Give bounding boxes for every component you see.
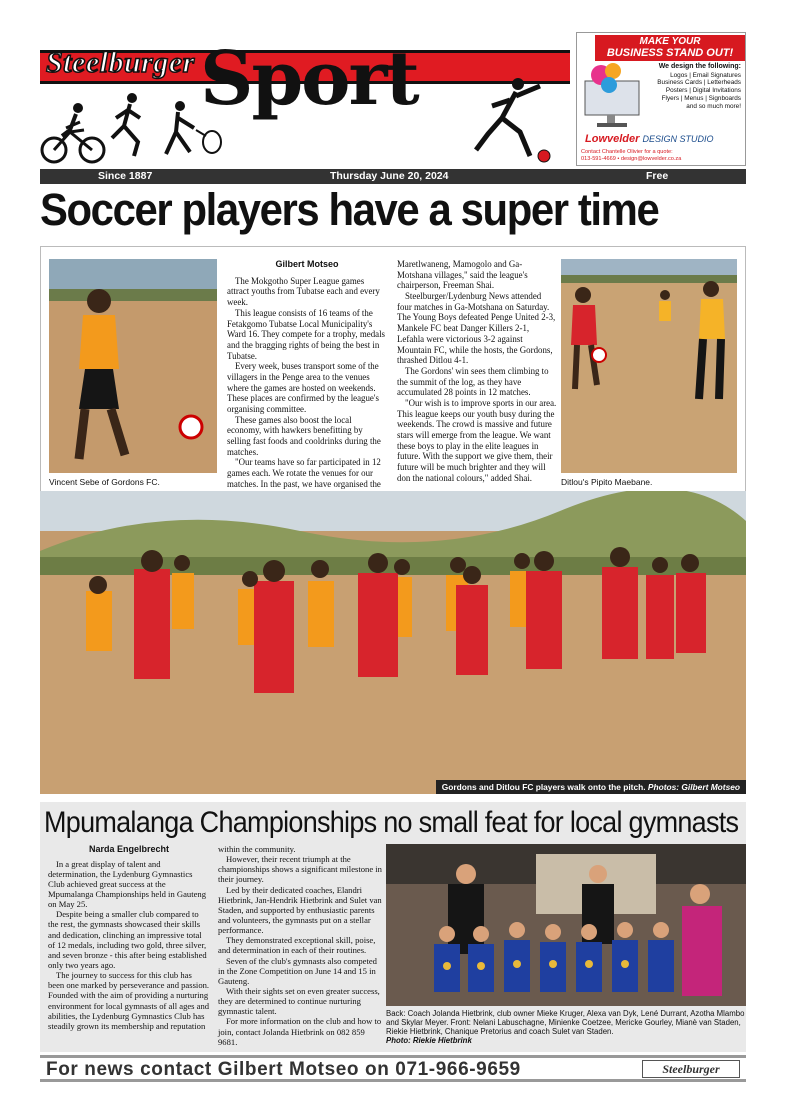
ad-list-line: Business Cards | Letterheads xyxy=(657,79,741,87)
paragraph: For more information on the club and how to join, contact Jolanda Hietbrink on 082 859 9681. xyxy=(218,1016,382,1047)
paragraph: "Our teams have so far participated in 12 games each. We rotate the venues for our matches. In the past, we have organised the xyxy=(227,457,381,489)
photo-team-walkout xyxy=(40,491,746,794)
ad-headline-line1: MAKE YOUR xyxy=(639,36,701,47)
ad-list-line: Posters | Digital Invitations xyxy=(665,87,741,95)
paragraph: With their sights set on even greater success, they are determined to continue nurturing gymnastic talent. xyxy=(218,985,380,1017)
byline: Narda Engelbrecht xyxy=(88,844,170,854)
photo-players-walk-onto-pitch xyxy=(40,491,746,794)
soccer-article xyxy=(40,246,746,492)
paragraph: Steelburger/Lydenburg News attended four matches in Ga-Motshana on Saturday. The Young Boys defeated Penge United 2-3, Mankele FC beat Danger Killers 2-1, Lefahla were victorious 3-2 against Mountain FC, while the hosts, the Gordons, thrashed Ditlou 4-1. xyxy=(397,291,556,366)
photo-credit: Photo: Riekie Hietbrink xyxy=(386,1036,472,1046)
ad-contact xyxy=(581,149,741,162)
paragraph: They demonstrated exceptional skill, poise, and determination in each of their routines. xyxy=(218,935,376,956)
article-headline: Soccer players have a super time xyxy=(40,184,659,235)
ad-brand-suffix: DESIGN STUDIO xyxy=(642,134,714,144)
section-title: Sport xyxy=(200,36,418,122)
paragraph: The journey to success for this club has been one marked by perseverance and passion. Founded with the aim of providing a nurturing environment for local gymnasts of all ages and abilities, the Lydenburg Gymnastics Club has steadily grown its membership and reputation xyxy=(48,970,210,1031)
ad-contact-line: 013-591-4669 • design@lowvelder.co.za xyxy=(581,155,682,162)
paragraph: This league consists of 16 teams of the Fetakgomo Tubatse Local Municipality's Ward 16. They compete for a trophy, medals and the bragging rights of being the best in Tubatse. xyxy=(227,307,385,361)
news-contact-footer xyxy=(40,1055,746,1082)
big-caption: Gordons and Ditlou FC players walk onto the pitch. xyxy=(441,782,646,792)
masthead-brand: Steelburger xyxy=(46,46,195,79)
ad-brand-name: Lowvelder xyxy=(585,133,640,145)
date-bar xyxy=(40,169,746,184)
ad-list-line: Flyers | Menus | Signboards xyxy=(661,94,741,102)
paragraph: within the community. xyxy=(218,844,296,854)
ad-headline-line2: BUSINESS STAND OUT! xyxy=(606,46,734,59)
footer-logo: Steelburger xyxy=(642,1060,740,1078)
article2-column1 xyxy=(48,844,210,1031)
gym-caption-text: Back: Coach Jolanda Hietbrink, club owner Mieke Kruger, Alexa van Dyk, Lené Durrant, Azotha Mlambo and Skylar Meyer. Front: Nelani Labuschagne, Minienke Coetzee, Mericke Gourley, Mianè van Staden, Riekie Hietbrink, Chanique Pretorius and coach Sulet van Staden. xyxy=(386,1009,745,1037)
photo-gymnasts xyxy=(386,844,746,1006)
photo-credit: Photos: Gilbert Motseo xyxy=(647,782,740,792)
byline: Gilbert Motseo xyxy=(275,259,339,269)
since-label: Since 1887 xyxy=(98,170,153,182)
paragraph: Led by their dedicated coaches, Elandri Hietbrink, Jan-Hendrik Hietbrink and Sulet van Staden, and supported by enthusiastic parents and volunteers, the gymnasts put on a stellar performance. xyxy=(218,884,382,936)
ad-list-title: We design the following: xyxy=(658,63,741,70)
paragraph: In a great display of talent and determination, the Lydenburg Gymnastics Club achieved great success at the Mpumalanga Championships held in Gauteng on May 25. xyxy=(48,858,207,910)
ad-headline xyxy=(595,35,745,61)
paragraph: "Our wish is to improve sports in our area. This league keeps our youth busy during the weekends. The crowd is massive and future stars will emerge from the league. We want these boys to play in the elite leagues in future. With the support we give them, their future will be much brighter and they will don the national colours," added Shai. xyxy=(397,397,557,483)
paragraph: The Gordons' win sees them climbing to the summit of the log, as they have accumulated 28 points in 12 matches. xyxy=(397,365,549,398)
ad-list-line: Logos | Email Signatures xyxy=(670,71,741,79)
article1-column2 xyxy=(397,259,557,483)
photo-soccer-players-right xyxy=(561,259,737,473)
ad-service-list xyxy=(643,63,741,111)
paragraph: The Mokgotho Super League games attract youths from Tubatse each and every week. xyxy=(227,275,380,308)
paragraph: Every week, buses transport some of the villagers in the Penge area to the venues where the games are hosted on weekends. These places are confirmed by the league's organising committee. xyxy=(227,361,379,415)
price-label: Free xyxy=(646,170,669,182)
photo-soccer-player-left xyxy=(49,259,217,473)
design-studio-ad[interactable] xyxy=(576,32,746,166)
article2-column2 xyxy=(218,844,384,1047)
paragraph: Seven of the club's gymnasts also competed in the Zone Competition on June 14 and 15 in Gauteng. xyxy=(218,955,377,986)
gymnastics-headline: Mpumalanga Championships no small feat for local gymnasts xyxy=(44,806,739,839)
news-contact-text: For news contact Gilbert Motseo on 071-966-9659 xyxy=(46,1059,521,1080)
issue-date: Thursday June 20, 2024 xyxy=(330,170,449,182)
article1-column1 xyxy=(227,259,387,500)
caption-right: Ditlou's Pipito Maebane. xyxy=(561,477,653,487)
paragraph: Maretlwaneng, Mamogolo and Ga-Motshana villages," said the league's chairperson, Freeman Shai. xyxy=(397,259,528,291)
gymnastics-caption xyxy=(386,1009,746,1045)
computer-graphic xyxy=(583,61,641,131)
photo-caption-banner xyxy=(436,780,746,794)
caption-left: Vincent Sebe of Gordons FC. xyxy=(49,477,160,487)
ad-contact-line: Contact Chantelle Olivier for a quote: xyxy=(581,149,673,155)
paragraph: These games also boost the local economy, with hawkers benefitting by selling fast foods and cooldrinks during the matches. xyxy=(227,414,381,457)
photo-vincent-sebe xyxy=(49,259,217,473)
paragraph: However, their recent triumph at the championships shows a significant milestone in their journey. xyxy=(218,854,382,885)
photo-pipito-maebane xyxy=(561,259,737,473)
masthead xyxy=(40,32,570,162)
ad-list-line: and so much more! xyxy=(686,102,741,110)
paragraph: Despite being a smaller club compared to the rest, the gymnasts showcased their skills and dedication, clinching an impressive total of 12 medals, including two gold, three silver, and seven bronze - this after being established only two years ago. xyxy=(48,909,207,971)
photo-gymnastics-team xyxy=(386,844,746,1006)
ad-brand xyxy=(585,133,713,145)
